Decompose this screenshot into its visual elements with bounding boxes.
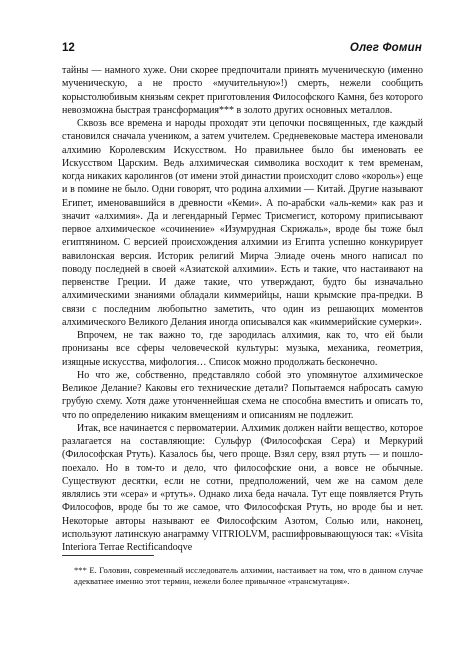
paragraph: Итак, все начинается с первоматерии. Алхимик должен найти вещество, которое разлагается на составляющие: Сульфур (Философская Сера) и Меркурий (Философская Ртуть). Казалось бы, чего проще. Взял серу, взял ртуть — и пошло-поехало. Но в том-то и дело, что философские они, а вовсе не обычные. Существуют десятки, если не сотни, предположений, чем же на самом деле являлись эти «сера» и «ртуть». Однако лиха беда начала. Тут еще появляется Ртуть Философов, вроде бы то же самое, что Философская Ртуть, но вроде бы и нет. Некоторые авторы называют ее Философским Азотом, Солью или, наконец, используют латинскую анаграмму VITRIOLVM, расшифровывающуюся так: «Visita Interiora Terrae Rectificandoqve xyxy=(62,422,423,553)
main-text xyxy=(62,64,423,554)
footnote-divider xyxy=(62,555,154,556)
paragraph: Но что же, собственно, представляло собой это упомянутое алхимическое Великое Делание? Каковы его технические детали? Попытаемся набросать самую грубую схему. Хотя даже утонченнейшая схема не способна вместить и описать то, что по определению никаким вмещениям и описаниям не подлежит. xyxy=(62,369,423,421)
running-head-author: Олег Фомин xyxy=(349,42,422,54)
running-header xyxy=(62,42,422,54)
page-number: 12 xyxy=(62,42,75,54)
paragraph: Впрочем, не так важно то, где зародилась алхимия, как то, что ей были пронизаны все сферы человеческой культуры: музыка, механика, геометрия, изящные искусства, мифология… Список можно продолжать бесконечно. xyxy=(62,330,423,368)
footnote: *** Е. Головин, современный исследователь алхимии, настаивает на том, что в данном случае адекватнее именно этот термин, нежели более привычное «трансмутация». xyxy=(74,565,423,586)
paragraph-continued: тайны — намного хуже. Они скорее предпочитали принять мученическую (именно мученическую, а не просто «мучительную»!) смерть, нежели сообщить корыстолюбивым князьям секрет приготовления Философского Камня, без которого невозможна быстрая трансформация*** в золото других основных металлов. xyxy=(62,65,423,116)
paragraph: Сквозь все времена и народы проходят эти цепочки посвященных, где каждый становился сначала учеником, а затем учителем. Средневековые мастера именовали алхимию Королевским Искусством. Но правильнее было бы именовать ее Искусством Царским. Ведь алхимическая символика восходит к тем временам, когда никаких каролингов (от имени этой династии происходит слово «король») еще и в помине не было. Одни говорят, что родина алхимии — Китай. Другие называют Египет, именовавшийся в древности «Кеми». А по-арабски «аль-кеми» как раз и значит «алхимия». Да и легендарный Гермес Трисмегист, которому приписывают первое алхимическое «сочинение» «Изумрудная Скрижаль», вроде бы тоже был египтянином. С версией происхождения алхимии из Египта успешно конкурирует вавилонская версия. Историк религий Мирча Элиаде очень много написал по поводу последней в своей «Азиатской алхимии». Есть и такие, что настаивают на первенстве Греции. И даже такие, что утверждают, будто бы изначально алхимическими знаниями обладали киммерийцы, наши крымские пра-предки. В связи с последним любопытно заметить, что один из решающих моментов алхимического Великого Делания иногда описывался как «киммерийские сумерки». xyxy=(62,118,423,328)
